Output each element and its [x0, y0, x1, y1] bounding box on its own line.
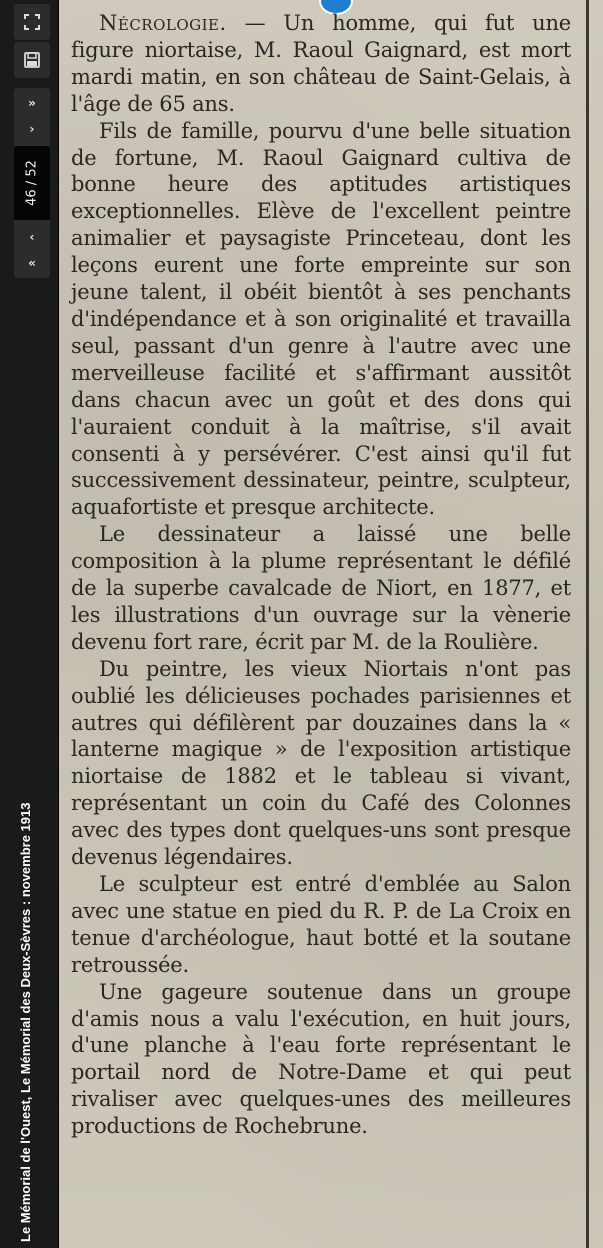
fullscreen-icon: [23, 13, 41, 31]
fullscreen-button[interactable]: [14, 4, 50, 40]
first-page-button[interactable]: «: [28, 256, 36, 270]
page-counter: [14, 146, 50, 220]
article-paragraph-text: — Un homme, qui fut une figure niortaise, M. Raoul Gaignard, est mort mardi matin, en son château de Saint-Gelais, à l'âge de 65 ans.: [71, 11, 571, 116]
article-paragraph: Le dessinateur a laissé une belle composition à la plume représentant le défilé de la superbe cavalcade de Niort, en 1877, et les illustrations d'un ouvrage sur la vènerie devenu fort rare, écrit par M. de la Roulière.: [71, 522, 571, 654]
document-title: Le Mémorial de l'Ouest, Le Mémorial des Deux-Sèvres : novembre 1913: [18, 802, 33, 1242]
previous-page-button[interactable]: ‹: [29, 230, 35, 244]
last-page-button[interactable]: »: [28, 96, 36, 110]
page-counter-text: 46 / 52: [24, 160, 40, 206]
save-icon: [23, 51, 41, 69]
article-heading: Nécrologie.: [99, 11, 227, 35]
article-paragraph: [71, 10, 571, 118]
article-text: [71, 10, 571, 1140]
column-rule: [586, 0, 589, 1248]
scanned-page[interactable]: [59, 0, 603, 1248]
next-page-button[interactable]: ›: [29, 122, 35, 136]
viewer-toolbar: [0, 0, 59, 1248]
article-paragraph: Le sculpteur est entré d'emblée au Salon avec une statue en pied du R. P. de La Croix en tenue d'archéologue, haut botté et la soutane retroussée.: [71, 872, 571, 977]
article-paragraph: Du peintre, les vieux Niortais n'ont pas oublié les délicieuses pochades parisiennes et autres qui défilèrent par douzaines dans la « lanterne magique » de l'exposition artistique niortaise de 1882 et le tableau si vivant, représentant un coin du Café des Colonnes avec des types dont quelques-uns sont presque devenus légendaires.: [71, 656, 571, 870]
article-paragraph: Une gageure soutenue dans un groupe d'amis nous a valu l'exécution, en huit jours, d'une planche à l'eau forte représentant le portail nord de Notre-Dame et qui peut rivaliser avec quelques-unes des meilleures productions de Rochebrune.: [71, 979, 571, 1139]
article-paragraph: Fils de famille, pourvu d'une belle situation de fortune, M. Raoul Gaignard cultiva de bonne heure des aptitudes artistiques exceptionnelles. Elève de l'excellent peintre animalier et paysagiste Princeteau, dont les leçons eurent une forte empreinte sur son jeune talent, il obéit bientôt à ses penchants d'indépendance et à son originalité et travailla seul, passant d'un genre à l'autre avec une merveilleuse facilité et s'affirmant aussitôt dans chacun avec un goût et des dons qui l'auraient conduit à la maîtrise, s'il avait consenti à y persévérer. C'est ainsi qu'il fut successivement dessinateur, peintre, sculpteur, aquafortiste et presque architecte.: [71, 118, 571, 520]
page-navigation: [14, 88, 50, 278]
save-button[interactable]: [14, 42, 50, 78]
